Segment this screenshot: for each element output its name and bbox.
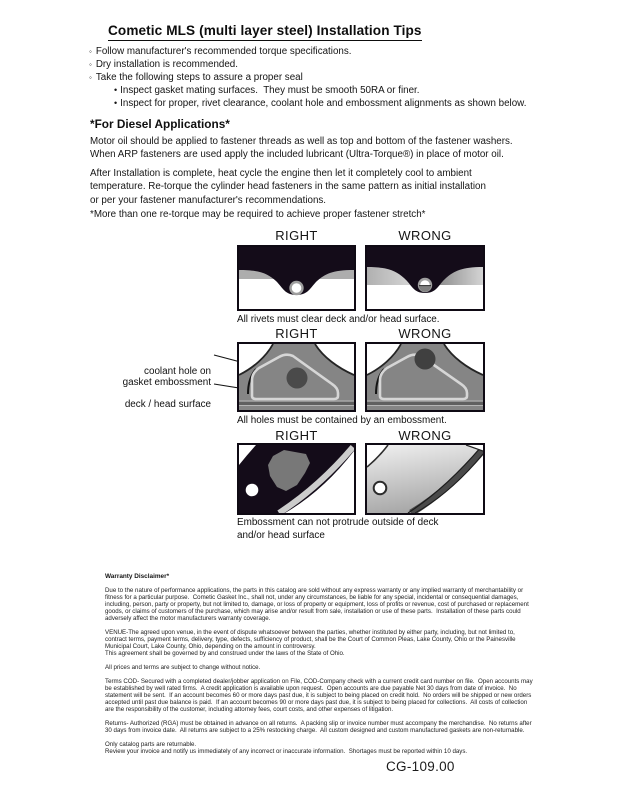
sub-list-item-text: Inspect for proper, rivet clearance, coolant hole and embossment alignments as shown below. [120, 98, 527, 109]
diesel-section-heading: *For Diesel Applications* [90, 117, 230, 131]
filled-bullet-icon: • [114, 98, 118, 108]
callout-line: coolant hole on [144, 366, 211, 377]
diagram3-caption [237, 517, 438, 542]
paragraph-line: After Installation is complete, heat cycle the engine then let it completely cool to ambient [90, 168, 472, 179]
filled-bullet-icon: • [114, 85, 118, 95]
list-item [89, 45, 526, 58]
legal-line: Review your invoice and notify us immediately of any incorrect or inaccurate information. Shortages must be reported within 10 days. [105, 748, 468, 755]
legal-line: statement will be sent. If an account becomes 60 or more days past due, it is subject to being placed on credit hold. No orders will be shipped or new orders [105, 692, 532, 699]
legal-line: goods, or claims of customers of the purchase, which may arise and/or result from sale, installation or use of these parts. Installation of these parts could [105, 608, 521, 615]
legal-line: Municipal Court, Lake County, Ohio, depending on the amount in controversy. [105, 643, 316, 650]
legal-line: Terms COD- Secured with a completed dealer/jobber application on File, COD-Company check with a current credit card number on file. Open accounts may [105, 678, 533, 685]
embossment-protrusion-wrong-illustration [367, 445, 483, 513]
retorque-note: *More than one re-torque may be required to achieve proper fastener stretch* [90, 209, 426, 220]
legal-line: be established by well rated firms. A credit application is available upon request. Open accounts are due payable Net 30 days from date of invoice. No [105, 685, 517, 692]
sub-list-item [114, 97, 526, 110]
list-item [89, 58, 526, 71]
legal-line: 30 days from invoice date. All returns are subject to a 25% restocking charge. All custom designed and custom manufactured gaskets are non-returnable. [105, 727, 525, 734]
diagram3-right-label: RIGHT [275, 428, 318, 443]
list-item-text: Follow manufacturer's recommended torque specifications. [95, 46, 352, 57]
legal-line: Returns- Authorized (RGA) must be obtained in advance on all returns. A packing slip or invoice number must accompany the merchandise. No returns after [105, 720, 532, 727]
diagram1-right-box [237, 245, 356, 311]
legal-line: are the responsibility of the customer, including attorney fees, court costs, and other expenses of litigation. [105, 706, 394, 713]
paragraph-line: Motor oil should be applied to fastener threads as well as top and bottom of the fastener washers. [90, 136, 513, 147]
venue-paragraph [105, 629, 535, 657]
list-item [89, 71, 526, 84]
warranty-heading: Warranty Disclaimer* [105, 573, 170, 580]
paragraph-line: When ARP fasteners are used apply the included lubricant (Ultra-Torque®) in place of motor oil. [90, 149, 504, 161]
legal-line: This agreement shall be governed by and construed under the laws of the State of Ohio. [105, 650, 345, 657]
legal-line: including, person, party or property, but not limited to, damage, or loss of property or equipment, loss of profits or revenue, cost of purchased or replacement [105, 601, 529, 608]
diagram2-wrong-label: WRONG [398, 326, 452, 341]
warranty-disclaimer-block [105, 573, 535, 755]
diagram2-wrong-box [365, 342, 485, 412]
rivet-clearance-right-illustration [239, 247, 354, 309]
list-item-text: Dry installation is recommended. [95, 59, 238, 70]
caption-line: Embossment can not protrude outside of deck [237, 517, 439, 528]
legal-line: fitness for a particular purpose. Cometic Gasket Inc., shall not, under any circumstances, be liable for any special, incidental or consequential damages, [105, 594, 519, 601]
returns-paragraph [105, 720, 535, 734]
caption-line: and/or head surface [237, 529, 325, 541]
diesel-paragraph-2 [90, 167, 486, 207]
legal-line: Only catalog parts are returnable. [105, 741, 197, 748]
prices-line: All prices and terms are subject to change without notice. [105, 664, 261, 671]
legal-line: accepted until past due balance is paid. If an account becomes 90 or more days past due, it is subject to being placed for collections. All costs of collection [105, 699, 528, 706]
legal-line: adversely affect the motor manufacturers warranty coverage. [105, 615, 271, 622]
warranty-paragraph [105, 587, 535, 622]
embossment-containment-wrong-illustration [367, 344, 483, 410]
page-title-wrap [108, 22, 422, 41]
open-bullet-icon: ◦ [89, 73, 92, 82]
diagram3-right-box [237, 443, 356, 515]
diagram1-caption: All rivets must clear deck and/or head surface. [237, 314, 440, 325]
diesel-paragraph-1 [90, 135, 513, 162]
legal-line: VENUE-The agreed upon venue, in the event of dispute whatsoever between the parties, whether instituted by either party, including, but not limited to, [105, 629, 515, 636]
page-title: Cometic MLS (multi layer steel) Installation Tips [108, 23, 422, 41]
page-code: CG-109.00 [386, 759, 455, 774]
diagram1-wrong-label: WRONG [398, 228, 452, 243]
coolant-hole-callout [95, 344, 211, 432]
diagram1-wrong-box [365, 245, 485, 311]
diagram3-wrong-box [365, 443, 485, 515]
diagram1-right-label: RIGHT [275, 228, 318, 243]
legal-line: Due to the nature of performance applications, the parts in this catalog are sold without any express warranty or any implied warranty of merchantability or [105, 587, 524, 594]
sub-list-item-text: Inspect gasket mating surfaces. They must be smooth 50RA or finer. [120, 85, 420, 96]
embossment-containment-right-illustration [239, 344, 354, 410]
diagram2-right-label: RIGHT [275, 326, 318, 341]
diagram3-wrong-label: WRONG [398, 428, 452, 443]
paragraph-line: or per your fastener manufacturer's recommendations. [90, 194, 327, 206]
open-bullet-icon: ◦ [89, 60, 92, 69]
terms-paragraph [105, 678, 535, 713]
embossment-protrusion-right-illustration [239, 445, 354, 513]
paragraph-line: temperature. Re-torque the cylinder head fasteners in the same pattern as initial installation [90, 181, 486, 193]
gasket-embossment-callout: gasket embossment [122, 377, 211, 388]
sub-list-item [114, 84, 526, 97]
rivet-clearance-wrong-illustration [367, 247, 483, 309]
legal-line: contract terms, payment terms, delivery, type, defects, sufficiency of product, shall be the Court of Common Pleas, Lake County, Ohio or the Painesville [105, 636, 516, 643]
callout-line: deck / head surface [124, 399, 211, 410]
diagram2-caption: All holes must be contained by an embossment. [237, 415, 447, 426]
open-bullet-icon: ◦ [89, 47, 92, 56]
diagram2-right-box [237, 342, 356, 412]
install-tips-list [89, 45, 526, 110]
final-notes-paragraph [105, 741, 535, 755]
list-item-text: Take the following steps to assure a proper seal [95, 72, 303, 83]
